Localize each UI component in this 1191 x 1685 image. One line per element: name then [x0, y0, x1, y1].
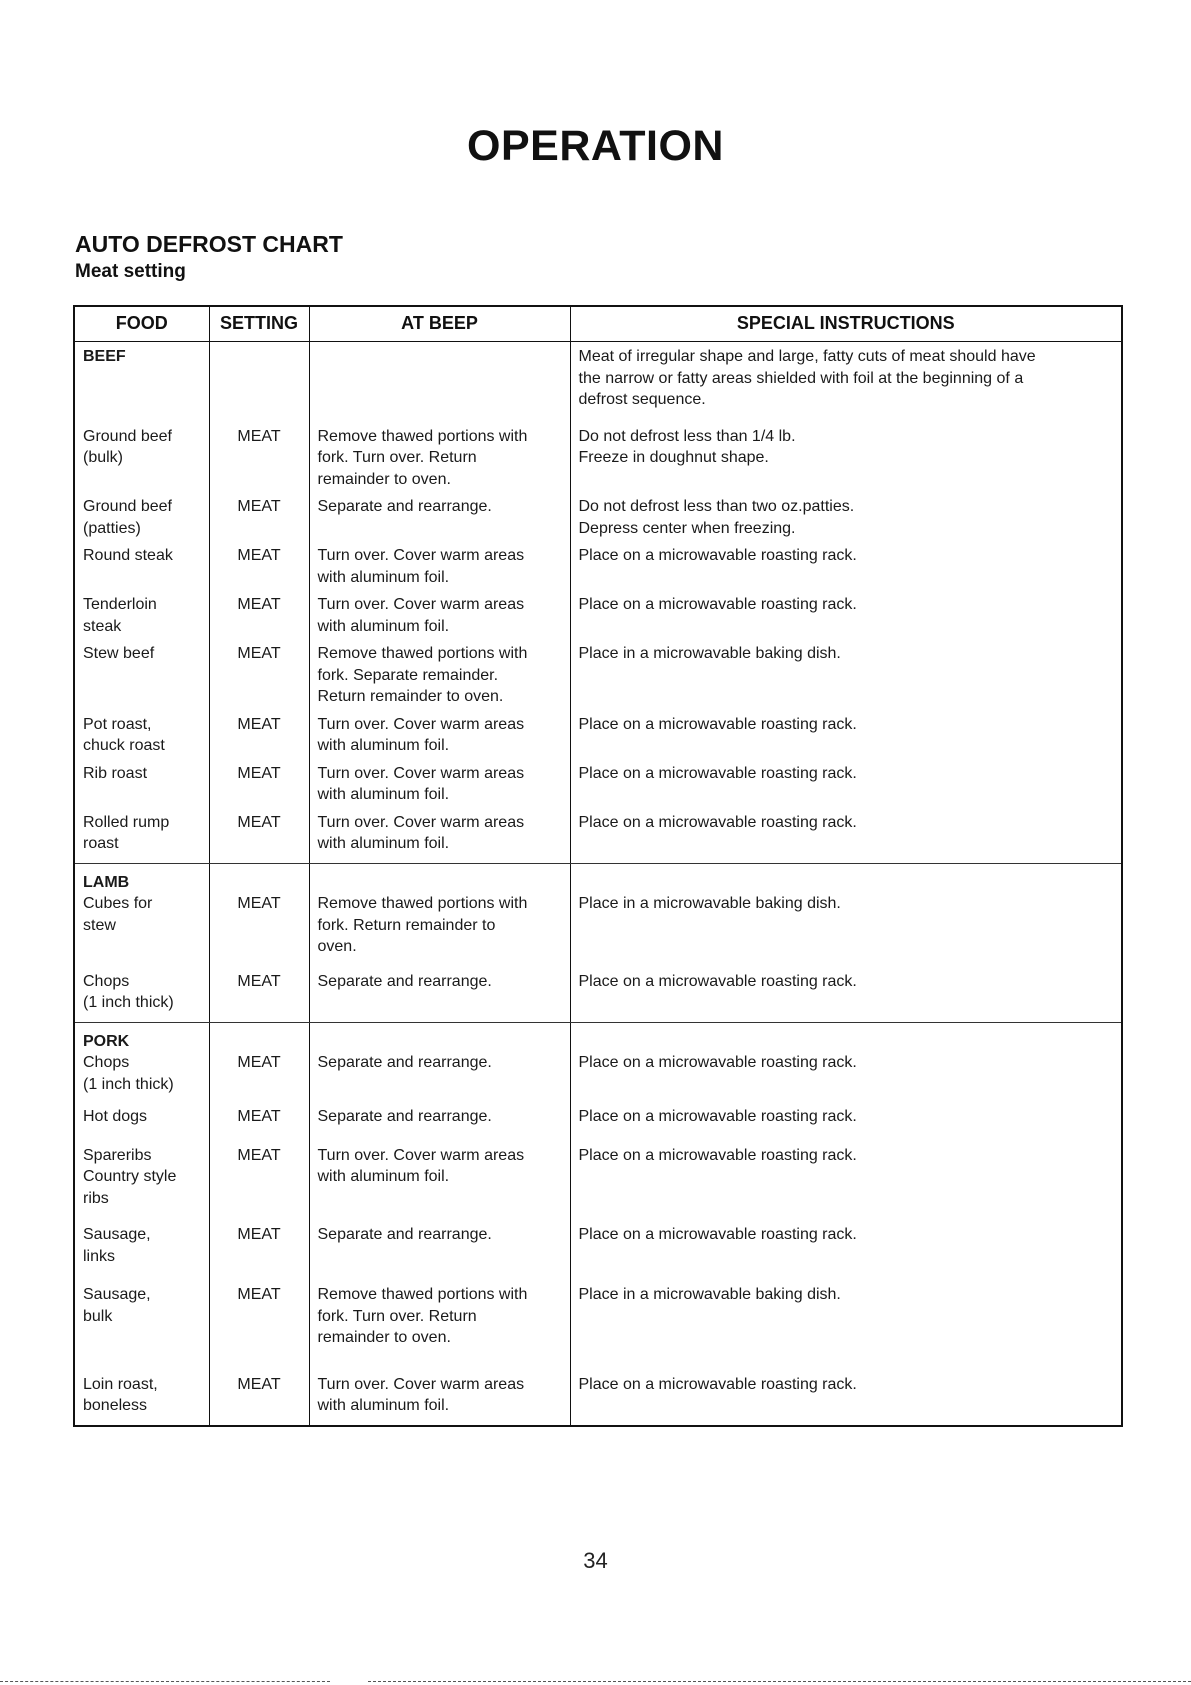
setting: MEAT: [237, 1226, 281, 1243]
special-instructions-cell: [570, 1281, 1122, 1371]
at-beep-cell: [309, 760, 570, 809]
chart-heading: AUTO DEFROST CHART: [75, 231, 343, 257]
setting: MEAT: [237, 645, 281, 662]
food-cell: [74, 809, 209, 864]
food-cell: [74, 760, 209, 809]
setting-cell: [209, 1022, 309, 1103]
at-beep-cell: [309, 1281, 570, 1371]
at-beep: Remove thawed portions with fork. Turn over. Return remainder to oven.: [317, 427, 528, 488]
group-header: BEEF: [83, 348, 126, 365]
setting: MEAT: [237, 764, 281, 782]
food-cell: [74, 1142, 209, 1222]
food-cell: [74, 1371, 209, 1426]
special-instructions: Place on a microwavable roasting rack.: [578, 1054, 857, 1071]
food-name: Sausage, bulk: [83, 1286, 151, 1325]
setting-cell: [209, 542, 309, 591]
setting-cell: [209, 591, 309, 640]
special-instructions: Place on a microwavable roasting rack.: [578, 596, 857, 613]
at-beep: Remove thawed portions with fork. Turn over. Return remainder to oven.: [317, 1286, 528, 1346]
table-row: [74, 591, 1122, 640]
at-beep-cell: [309, 493, 570, 542]
table-row: [74, 493, 1122, 542]
setting-cell: [209, 711, 309, 760]
at-beep: Turn over. Cover warm areas with aluminum foil.: [317, 1375, 525, 1414]
column-header-food: FOOD: [74, 306, 209, 342]
food-cell: [74, 1103, 209, 1142]
setting: MEAT: [237, 498, 281, 515]
special-instructions-cell: [570, 711, 1122, 760]
special-instructions-cell: [570, 1142, 1122, 1222]
food-cell: [74, 1281, 209, 1371]
at-beep-cell: [309, 1221, 570, 1281]
at-beep: Turn over. Cover warm areas with aluminum foil.: [317, 1146, 525, 1185]
table-row: [74, 542, 1122, 591]
table-row: [74, 1281, 1122, 1371]
at-beep-cell: [309, 640, 570, 711]
special-instructions-cell: [570, 423, 1122, 494]
setting: MEAT: [237, 1054, 281, 1071]
at-beep-cell: [309, 342, 570, 423]
at-beep-cell: [309, 1103, 570, 1142]
special-instructions-cell: [570, 493, 1122, 542]
special-instructions: Place in a microwavable baking dish.: [578, 895, 841, 912]
special-instructions: Place on a microwavable roasting rack.: [578, 813, 857, 831]
food-cell: [74, 1221, 209, 1281]
at-beep: [310, 342, 570, 358]
at-beep-cell: [309, 1022, 570, 1103]
at-beep-cell: [309, 968, 570, 1023]
setting: MEAT: [237, 715, 281, 733]
at-beep: Turn over. Cover warm areas with aluminum foil.: [317, 715, 525, 754]
at-beep: Separate and rearrange.: [317, 1108, 492, 1125]
food-name: Loin roast, boneless: [83, 1375, 158, 1414]
special-instructions: Place on a microwavable roasting rack.: [578, 715, 857, 733]
setting: [210, 342, 309, 358]
table-row: [74, 968, 1122, 1023]
page-number: 34: [583, 1548, 608, 1573]
food-name: Chops (1 inch thick): [83, 972, 174, 1011]
food-name: Stew beef: [83, 645, 155, 662]
food-cell: [74, 640, 209, 711]
food-name: Spareribs Country style ribs: [83, 1146, 177, 1207]
special-instructions-cell: [570, 1221, 1122, 1281]
at-beep: Remove thawed portions with fork. Separate remainder. Return remainder to oven.: [317, 645, 528, 705]
at-beep-cell: [309, 1142, 570, 1222]
table-row: [74, 342, 1122, 423]
setting-cell: [209, 640, 309, 711]
at-beep: Turn over. Cover warm areas with aluminum foil.: [317, 813, 525, 852]
special-instructions: Place on a microwavable roasting rack.: [578, 1375, 857, 1393]
footer-rule: [0, 1681, 330, 1682]
special-instructions: Place in a microwavable baking dish.: [578, 645, 841, 662]
food-name: Ground beef (bulk): [83, 427, 172, 466]
setting: MEAT: [237, 427, 281, 445]
setting: MEAT: [237, 547, 281, 564]
group-header: LAMB: [83, 873, 130, 891]
table-row: [74, 423, 1122, 494]
setting-cell: [209, 1103, 309, 1142]
special-instructions: Place in a microwavable baking dish.: [578, 1286, 841, 1303]
page-title: OPERATION: [467, 122, 724, 170]
table-row: [74, 1142, 1122, 1222]
setting-cell: [209, 760, 309, 809]
food-name: Rib roast: [83, 764, 148, 782]
food-name: Chops (1 inch thick): [83, 1054, 174, 1093]
food-name: Round steak: [83, 547, 173, 564]
food-cell: [74, 542, 209, 591]
at-beep: Turn over. Cover warm areas with aluminum foil.: [317, 596, 525, 635]
special-instructions: Place on a microwavable roasting rack.: [578, 1108, 857, 1125]
chart-subheading: Meat setting: [75, 261, 186, 282]
at-beep: Separate and rearrange.: [317, 498, 492, 515]
setting-cell: [209, 968, 309, 1023]
table-row: [74, 1221, 1122, 1281]
at-beep-cell: [309, 711, 570, 760]
setting-cell: [209, 423, 309, 494]
column-header-at-beep: AT BEEP: [309, 306, 570, 342]
at-beep-cell: [309, 809, 570, 864]
setting-cell: [209, 1142, 309, 1222]
at-beep: Remove thawed portions with fork. Return remainder to oven.: [317, 895, 528, 955]
food-cell: [74, 493, 209, 542]
food-cell: [74, 968, 209, 1023]
food-cell: [74, 711, 209, 760]
at-beep-cell: [309, 591, 570, 640]
table-row: [74, 640, 1122, 711]
food-cell: [74, 863, 209, 968]
setting-cell: [209, 493, 309, 542]
setting-cell: [209, 1371, 309, 1426]
special-instructions-cell: [570, 1103, 1122, 1142]
food-name: Cubes for stew: [83, 895, 153, 934]
food-cell: [74, 423, 209, 494]
table-header: [74, 306, 1122, 342]
setting-cell: [209, 1221, 309, 1281]
special-instructions: Place on a microwavable roasting rack.: [578, 1226, 857, 1243]
food-name: Hot dogs: [83, 1108, 148, 1125]
food-name: Tenderloin steak: [83, 596, 157, 635]
defrost-table: [73, 305, 1123, 1427]
setting-cell: [209, 809, 309, 864]
setting: MEAT: [237, 596, 281, 613]
setting: MEAT: [237, 1286, 281, 1303]
special-instructions: Place on a microwavable roasting rack.: [578, 764, 857, 782]
setting: MEAT: [237, 1146, 281, 1164]
setting: MEAT: [237, 813, 281, 831]
setting: MEAT: [237, 1375, 281, 1393]
special-instructions-cell: [570, 760, 1122, 809]
special-instructions-cell: [570, 591, 1122, 640]
table-row: [74, 760, 1122, 809]
table-row: [74, 863, 1122, 968]
setting-cell: [209, 342, 309, 423]
setting: MEAT: [237, 895, 281, 912]
setting-cell: [209, 863, 309, 968]
at-beep-cell: [309, 542, 570, 591]
table-row: [74, 1103, 1122, 1142]
column-header-setting: SETTING: [209, 306, 309, 342]
special-instructions: Do not defrost less than 1/4 lb. Freeze in doughnut shape.: [578, 427, 796, 466]
at-beep: Separate and rearrange.: [317, 1054, 492, 1071]
food-name: Ground beef (patties): [83, 498, 172, 537]
special-instructions-cell: [570, 1371, 1122, 1426]
setting: MEAT: [237, 972, 281, 990]
group-header-cell: [74, 342, 209, 423]
at-beep: Turn over. Cover warm areas with aluminum foil.: [317, 547, 525, 586]
table-row: [74, 809, 1122, 864]
setting-cell: [209, 1281, 309, 1371]
food-cell: [74, 1022, 209, 1103]
food-name: Rolled rump roast: [83, 813, 170, 852]
table-row: [74, 1022, 1122, 1103]
special-instructions: Place on a microwavable roasting rack.: [578, 547, 857, 564]
group-intro-cell: [570, 342, 1122, 423]
special-instructions: Place on a microwavable roasting rack.: [578, 972, 857, 990]
special-instructions-cell: [570, 863, 1122, 968]
food-name: Sausage, links: [83, 1226, 151, 1265]
special-instructions: Place on a microwavable roasting rack.: [578, 1146, 857, 1164]
at-beep: Turn over. Cover warm areas with aluminum foil.: [317, 764, 525, 803]
at-beep-cell: [309, 863, 570, 968]
at-beep-cell: [309, 423, 570, 494]
table-row: [74, 711, 1122, 760]
column-header-special-instructions: SPECIAL INSTRUCTIONS: [570, 306, 1122, 342]
special-instructions-cell: [570, 968, 1122, 1023]
at-beep: Separate and rearrange.: [317, 972, 492, 990]
food-name: Pot roast, chuck roast: [83, 715, 165, 754]
special-instructions-cell: [570, 542, 1122, 591]
special-instructions: Do not defrost less than two oz.patties. Depress center when freezing.: [578, 498, 855, 537]
special-instructions-cell: [570, 809, 1122, 864]
table-body: [74, 342, 1122, 1426]
food-cell: [74, 591, 209, 640]
special-instructions-cell: [570, 640, 1122, 711]
at-beep-cell: [309, 1371, 570, 1426]
table-row: [74, 1371, 1122, 1426]
at-beep: Separate and rearrange.: [317, 1226, 492, 1243]
setting: MEAT: [237, 1108, 281, 1125]
group-header: PORK: [83, 1032, 130, 1050]
footer-rule: [368, 1681, 1191, 1682]
group-intro: Meat of irregular shape and large, fatty cuts of meat should have the narrow or fatty areas shielded with foil at the beginning of a defrost sequence.: [578, 348, 1036, 408]
special-instructions-cell: [570, 1022, 1122, 1103]
